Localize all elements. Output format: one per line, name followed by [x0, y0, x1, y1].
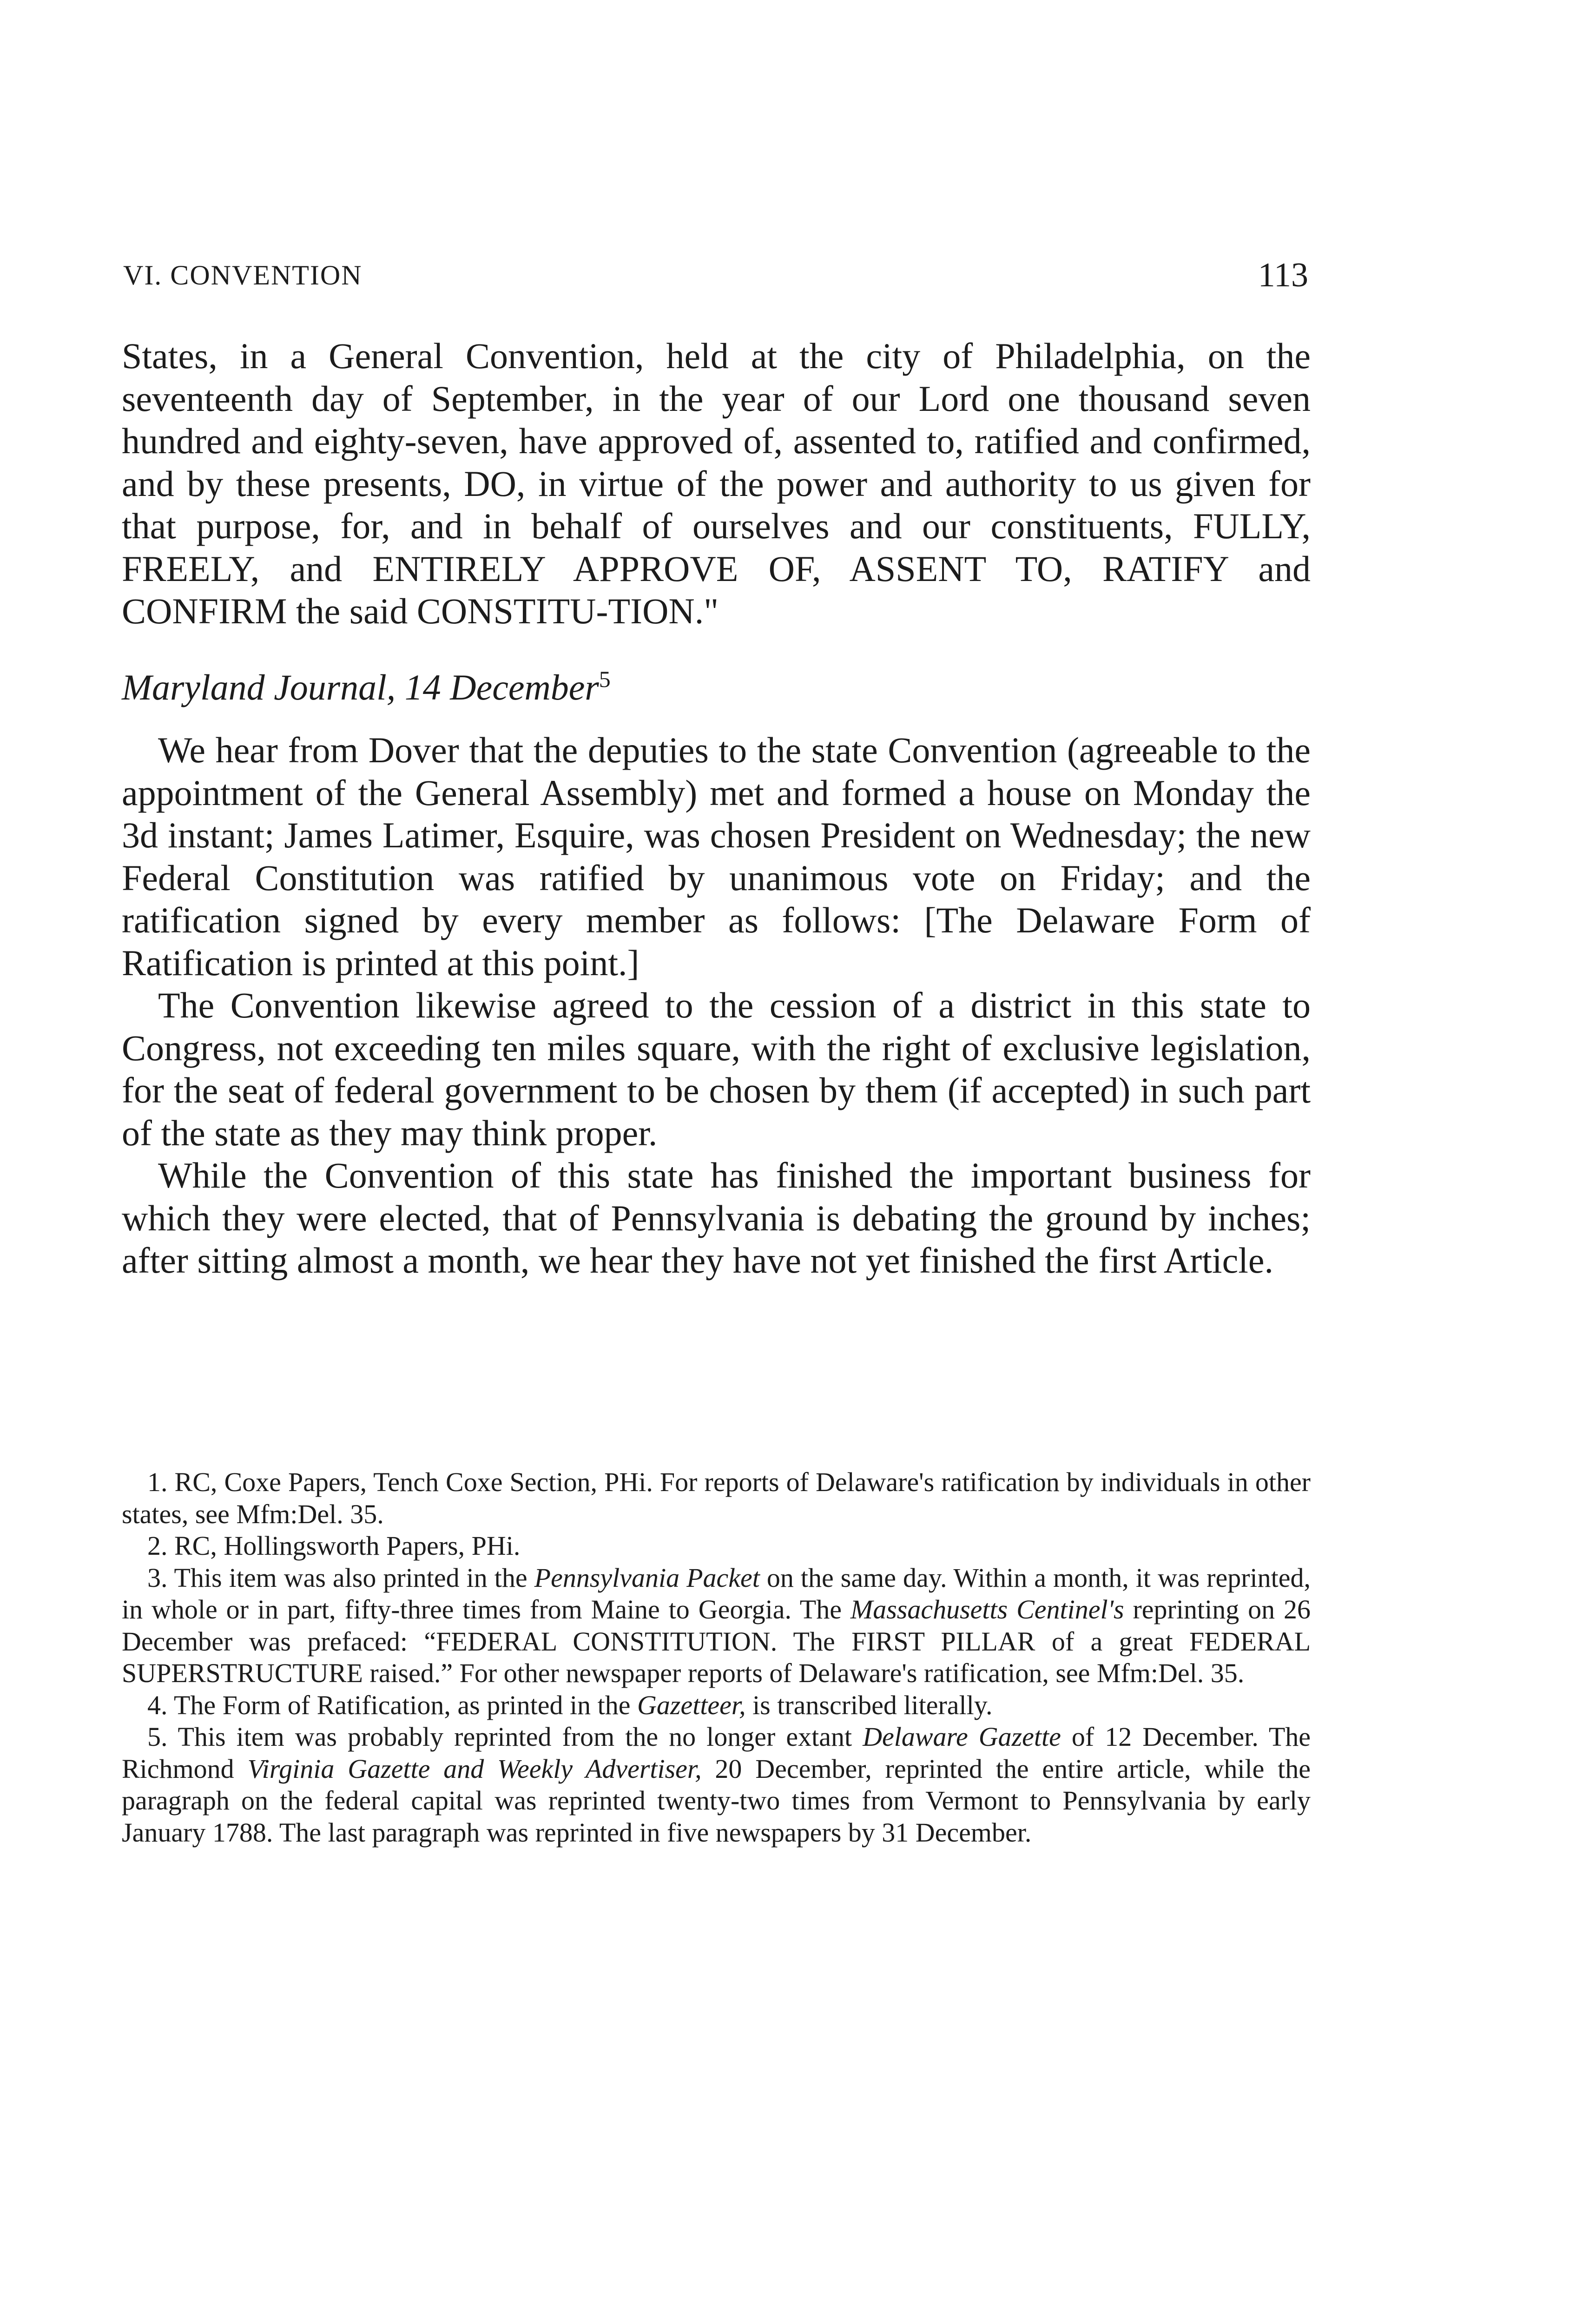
footnotes — [122, 1466, 1311, 1849]
footnote-5-text-2: of 12 December. The Richmond — [122, 1722, 1311, 1784]
footnote-4 — [122, 1690, 1311, 1722]
footnote-4-title: Gazetteer, — [637, 1690, 746, 1720]
footnote-2: 2. RC, Hollingsworth Papers, PHi. — [147, 1531, 521, 1561]
running-head — [123, 257, 1308, 294]
footnote-3 — [122, 1562, 1311, 1690]
opening-paragraph: States, in a General Convention, held at the city of Philadelphia, on the seventeenth day of September, in the year of our Lord one thousand seven hundred and eighty-seven, have approved of, assented to, ratified and confirmed, and by these presents, DO, in virtue of the power and authority to us given for that purpose, for, and in behalf of ourselves and our constituents, FULLY, FREELY, and ENTIRELY APPROVE OF, ASSENT TO, RATIFY and CONFIRM the said CONSTITU-TION." — [122, 336, 1311, 631]
paragraph-2: The Convention likewise agreed to the cession of a district in this state to Congress, not exceeding ten miles square, with the right of exclusive legislation, for the seat of federal government to be chosen by them (if accepted) in such part of the state as they may think proper. — [122, 985, 1311, 1153]
footnote-5-text: 5. This item was probably reprinted from the no longer extant — [147, 1722, 863, 1752]
article-heading-text: Maryland Journal, 14 December — [122, 667, 599, 707]
footnote-1: 1. RC, Coxe Papers, Tench Coxe Section, PHi. For reports of Delaware's ratification by individuals in other states, see Mfm:Del. 35. — [122, 1467, 1311, 1529]
paragraph-3: While the Convention of this state has finished the important business for which they were elected, that of Pennsylvania is debating the ground by inches; after sitting almost a month, we hear they have not yet finished the first Article. — [122, 1155, 1311, 1281]
footnote-5-title-1: Delaware Gazette — [863, 1722, 1061, 1752]
article-heading — [122, 666, 1311, 709]
heading-footnote-ref: 5 — [599, 666, 611, 692]
footnote-5 — [122, 1721, 1311, 1849]
section-title: VI. CONVENTION — [123, 260, 363, 290]
paragraph-1: We hear from Dover that the deputies to the state Convention (agreeable to the appointment of the General Assembly) met and formed a house on Monday the 3d instant; James Latimer, Esquire, was chosen President on Wednesday; the new Federal Constitution was ratified by unanimous vote on Friday; and the ratification signed by every member as follows: [The Delaware Form of Ratification is printed at this point.] — [122, 730, 1311, 983]
footnote-5-text-3: 20 December, reprinted the entire article, while the paragraph on the federal capital was reprinted twenty-two times from Vermont to Pennsylvania by early January 1788. The last paragraph was reprinted in five newspapers by 31 December. — [122, 1753, 1311, 1848]
main-text — [122, 335, 1311, 1282]
footnote-3-text-3: reprinting on 26 December was prefaced: “FEDERAL CONSTITUTION. The FIRST PILLAR of a great FEDERAL SUPERSTRUCTURE raised.” For other newspaper reports of Delaware's ratification, see Mfm:Del. 35. — [122, 1594, 1311, 1688]
page-number: 113 — [1258, 256, 1308, 294]
footnote-3-text-2: on the same day. Within a month, it was reprinted, in whole or in part, fifty-three times from Maine to Georgia. The — [122, 1562, 1311, 1624]
footnote-4-text: 4. The Form of Ratification, as printed in the — [147, 1690, 637, 1720]
footnote-3-text: 3. This item was also printed in the — [147, 1562, 534, 1593]
footnote-3-title-1: Pennsylvania Packet — [534, 1562, 760, 1593]
footnote-4-text-2: is transcribed literally. — [745, 1690, 993, 1720]
footnote-3-title-2: Massachusetts Centinel's — [850, 1594, 1124, 1624]
footnote-5-title-2: Virginia Gazette and Weekly Advertiser, — [247, 1753, 702, 1784]
